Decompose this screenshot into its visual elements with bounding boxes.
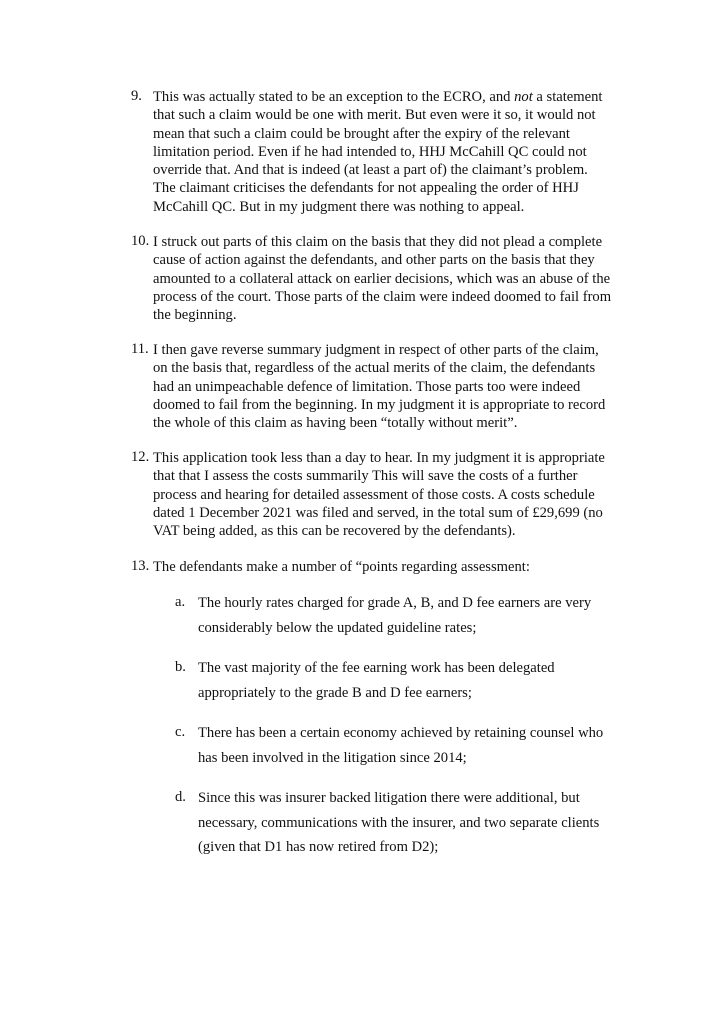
- paragraph-line: process of the court. Those parts of the claim were indeed doomed to fail from: [153, 288, 612, 305]
- paragraph-line: mean that such a claim could be brought after the expiry of the relevant: [153, 125, 570, 142]
- subpoint-line: The vast majority of the fee earning work has been delegated: [198, 660, 555, 676]
- paragraph-line: limitation period. Even if he had intended to, HHJ McCahill QC could not: [153, 143, 587, 160]
- subpoint-b: [175, 659, 635, 708]
- paragraph-line: the whole of this claim as having been “totally without merit”.: [153, 415, 518, 432]
- paragraph-line: I struck out parts of this claim on the basis that they did not plead a complete: [153, 234, 603, 250]
- paragraph-line: process and hearing for detailed assessment of those costs. A costs schedule: [153, 486, 595, 503]
- subpoint-line: (given that D1 has now retired from D2);: [198, 839, 439, 855]
- subpoint-letter: d.: [175, 789, 186, 805]
- paragraph-13: [131, 558, 621, 576]
- subpoint-c: [175, 724, 635, 773]
- emphasis-text: not: [514, 89, 533, 105]
- subpoint-line: necessary, communications with the insurer, and two separate clients: [198, 814, 600, 831]
- paragraph-line: VAT being added, as this can be recovered by the defendants).: [153, 523, 516, 540]
- paragraph-number: 12.: [131, 449, 150, 465]
- subpoint-letter: c.: [175, 724, 186, 740]
- paragraph-number: 10.: [131, 233, 150, 249]
- paragraph-line: McCahill QC. But in my judgment there was nothing to appeal.: [153, 198, 525, 215]
- paragraph-line: on the basis that, regardless of the actual merits of the claim, the defendants: [153, 360, 596, 377]
- paragraph-line: This was actually stated to be an exception to the ECRO, and not a statement: [153, 89, 603, 105]
- paragraph-line: cause of action against the defendants, and other parts on the basis that they: [153, 252, 595, 269]
- paragraph-line: The claimant criticises the defendants for not appealing the order of HHJ: [153, 180, 579, 197]
- subpoint-line: Since this was insurer backed litigation there were additional, but: [198, 790, 580, 806]
- subpoint-line: There has been a certain economy achieved by retaining counsel who: [198, 725, 604, 741]
- paragraph-line: I then gave reverse summary judgment in respect of other parts of the claim,: [153, 342, 599, 358]
- paragraph-number: 9.: [131, 88, 142, 104]
- subpoint-letter: b.: [175, 659, 186, 675]
- subpoint-letter: a.: [175, 594, 186, 610]
- subpoint-line: considerably below the updated guideline rates;: [198, 619, 477, 636]
- paragraph-12: [131, 449, 621, 540]
- paragraph-line: had an unimpeachable defence of limitation. Those parts too were indeed: [153, 378, 581, 395]
- paragraph-number: 11.: [131, 341, 149, 357]
- paragraph-line: doomed to fail from the beginning. In my judgment it is appropriate to record: [153, 396, 606, 413]
- paragraph-line: dated 1 December 2021 was filed and served, in the total sum of £29,699 (no: [153, 504, 603, 521]
- paragraph-number: 13.: [131, 558, 150, 574]
- paragraph-line: This application took less than a day to hear. In my judgment it is appropriate: [153, 450, 605, 466]
- paragraph-9: [131, 88, 621, 216]
- subpoint-d: [175, 789, 635, 863]
- paragraph-line: the beginning.: [153, 307, 237, 324]
- subpoint-line: appropriately to the grade B and D fee earners;: [198, 684, 472, 701]
- paragraph-line: that such a claim would be one with merit. But even were it so, it would not: [153, 107, 596, 124]
- subpoint-line: has been involved in the litigation since 2014;: [198, 749, 467, 766]
- subpoint-line: The hourly rates charged for grade A, B, and D fee earners are very: [198, 595, 592, 611]
- paragraph-11: [131, 341, 621, 432]
- paragraph-line: that that I assess the costs summarily This will save the costs of a further: [153, 468, 578, 485]
- paragraph-line: amounted to a collateral attack on earlier decisions, which was an abuse of the: [153, 270, 611, 287]
- subpoint-a: [175, 594, 635, 643]
- paragraph-line: override that. And that is indeed (at least a part of) the claimant’s problem.: [153, 162, 588, 179]
- paragraph-10: [131, 233, 621, 324]
- paragraph-line: The defendants make a number of “points regarding assessment:: [153, 559, 530, 575]
